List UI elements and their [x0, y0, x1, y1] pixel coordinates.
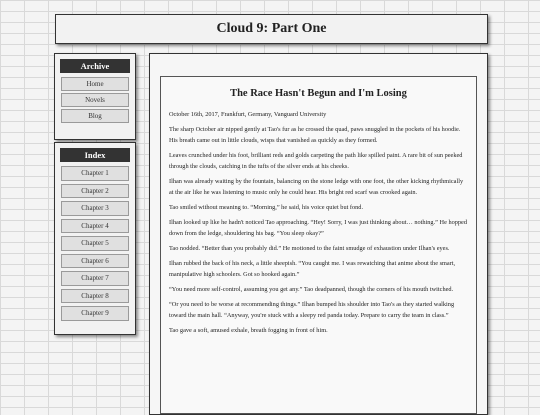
- chapter-7-button[interactable]: Chapter 7: [61, 271, 129, 286]
- chapter-4-button[interactable]: Chapter 4: [61, 219, 129, 234]
- post-paragraph: Ilhan rubbed the back of his neck, a little sheepish. “You caught me. I was rewatching that anime about the smart, manipulative high schoolers. Got so hooked again.”: [169, 260, 456, 278]
- archive-menu: [54, 53, 136, 140]
- content-panel: [149, 53, 488, 415]
- post-paragraph: Ilhan looked up like he hadn't noticed Tao approaching. “Hey! Sorry, I was just thinking about… nothing.” He hopped down from the ledge, shouldering his bag. “You sleep okay?”: [169, 219, 467, 237]
- post-body[interactable]: [160, 76, 477, 414]
- chapter-8-button[interactable]: Chapter 8: [61, 289, 129, 304]
- post-paragraph: Tao nodded. “Better than you probably did.” He motioned to the faint smudge of exhaustion under Ilhan's eyes.: [169, 245, 450, 252]
- site-header: [55, 14, 488, 44]
- chapter-9-button[interactable]: Chapter 9: [61, 306, 129, 321]
- post-paragraph: Leaves crunched under his foot, brilliant reds and golds carpeting the path like spilled paint. A rare bit of sun peeked through the clouds, catching in the tufts of the silver ends at his cheeks.: [169, 152, 463, 170]
- home-button[interactable]: Home: [61, 77, 129, 91]
- index-heading: Index: [60, 148, 130, 162]
- post-title: The Race Hasn't Begun and I'm Losing: [230, 88, 407, 99]
- chapter-5-button[interactable]: Chapter 5: [61, 236, 129, 251]
- chapter-2-button[interactable]: Chapter 2: [61, 184, 129, 199]
- post-paragraph: “You need more self-control, assuming you get any.” Tao deadpanned, though the corners of his mouth twitched.: [169, 286, 454, 293]
- post-paragraph: Ilhan was already waiting by the fountain, balancing on the stone ledge with one foot, the other kicking rhythmically at the air like he was listening to music only he could hear. His bright red scarf was crooked again.: [169, 178, 464, 196]
- site-title: Cloud 9: Part One: [216, 21, 327, 36]
- chapter-1-button[interactable]: Chapter 1: [61, 166, 129, 181]
- post-dateline: October 16th, 2017, Frankfurt, Germany, Vanguard University: [169, 111, 327, 118]
- post-paragraph: The sharp October air nipped gently at Tao's fur as he crossed the quad, paws snuggled in the pockets of his hoodie. His breath came out in little clouds, wisps that vanished as quickly as they formed.: [169, 126, 461, 144]
- post-paragraph: “Or you need to be worse at recommending things.” Ilhan bumped his shoulder into Tao's as they started walking toward the main hall. “Anyway, you're stuck with a sleepy red panda today. Prepare to carry the team in class.”: [169, 301, 455, 319]
- chapter-3-button[interactable]: Chapter 3: [61, 201, 129, 216]
- index-menu: [54, 142, 136, 335]
- post-paragraph: Tao gave a soft, amused exhale, breath fogging in front of him.: [169, 327, 328, 334]
- post-paragraph: Tao smiled without meaning to. “Morning,” he said, his voice quiet but fond.: [169, 204, 364, 211]
- blog-button[interactable]: Blog: [61, 109, 129, 123]
- archive-heading: Archive: [60, 59, 130, 73]
- chapter-6-button[interactable]: Chapter 6: [61, 254, 129, 269]
- novels-button[interactable]: Novels: [61, 93, 129, 107]
